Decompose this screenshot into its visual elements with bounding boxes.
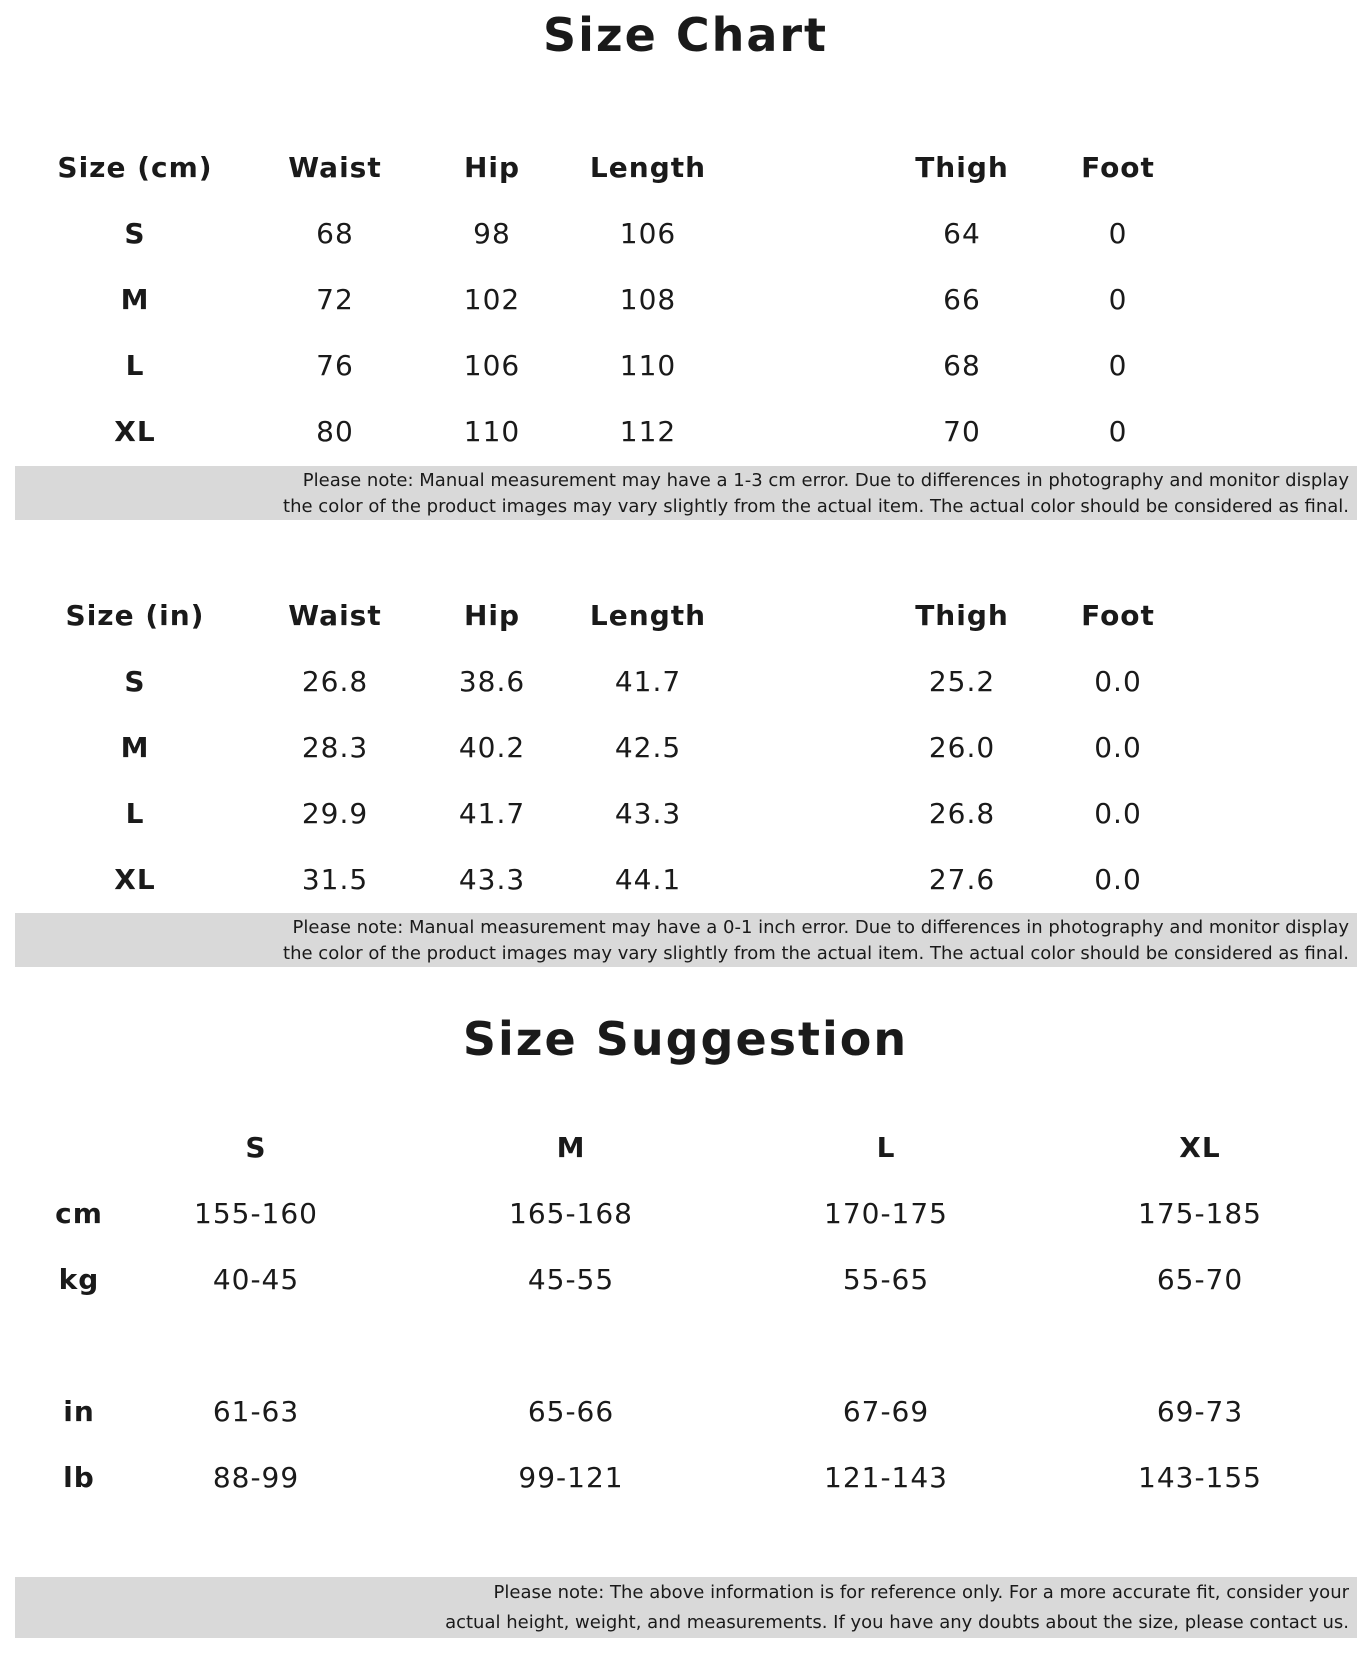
table-cell: 0.0 (1094, 797, 1142, 830)
table-cell: 72 (316, 283, 354, 316)
in-measurement-note (15, 913, 1357, 967)
table-cell: 0 (1108, 349, 1128, 382)
table-cell: 0 (1108, 217, 1128, 250)
size-label: L (125, 349, 145, 382)
table-cell: 68 (316, 217, 354, 250)
unit-label: lb (63, 1461, 95, 1494)
table-cell: 40.2 (458, 731, 526, 764)
suggestion-value: 170-175 (824, 1197, 948, 1230)
suggestion-value: 65-70 (1156, 1263, 1244, 1296)
note-line: actual height, weight, and measurements. If you have any doubts about the size, please contact us. (445, 1612, 1349, 1633)
table-cell: 27.6 (928, 863, 996, 896)
table-cell: 64 (943, 217, 981, 250)
size-label: XL (114, 863, 156, 896)
size-label: M (120, 283, 150, 316)
size-header: L (876, 1131, 896, 1164)
suggestion-value: 45-55 (527, 1263, 615, 1296)
table-cell: 31.5 (301, 863, 369, 896)
table-cell: 29.9 (301, 797, 369, 830)
table-cell: 112 (619, 415, 677, 448)
table-cell: 28.3 (301, 731, 369, 764)
column-header: Size (cm) (57, 151, 213, 184)
table-cell: 106 (463, 349, 521, 382)
suggestion-value: 88-99 (212, 1461, 300, 1494)
column-header: Foot (1081, 151, 1155, 184)
table-cell: 76 (316, 349, 354, 382)
unit-label: cm (55, 1197, 103, 1230)
table-cell: 0.0 (1094, 863, 1142, 896)
note-line: Please note: Manual measurement may have a 0-1 inch error. Due to differences in photography and monitor display (292, 917, 1349, 938)
table-cell: 68 (943, 349, 981, 382)
table-cell: 0 (1108, 415, 1128, 448)
size-label: M (120, 731, 150, 764)
table-cell: 106 (619, 217, 677, 250)
size-label: XL (114, 415, 156, 448)
note-line: Please note: Manual measurement may have a 1-3 cm error. Due to differences in photography and monitor display (302, 470, 1349, 491)
size-header: XL (1179, 1131, 1221, 1164)
suggestion-value: 40-45 (212, 1263, 300, 1296)
suggestion-value: 143-155 (1138, 1461, 1262, 1494)
table-cell: 0.0 (1094, 665, 1142, 698)
suggestion-value: 69-73 (1156, 1395, 1244, 1428)
note-line: the color of the product images may vary slightly from the actual item. The actual color should be considered as final. (283, 943, 1349, 964)
unit-label: kg (58, 1263, 100, 1296)
table-cell: 0 (1108, 283, 1128, 316)
note-line: the color of the product images may vary slightly from the actual item. The actual color should be considered as final. (283, 496, 1349, 517)
size-header: S (245, 1131, 267, 1164)
column-header: Hip (463, 599, 521, 632)
table-cell: 110 (619, 349, 677, 382)
column-header: Hip (463, 151, 521, 184)
suggestion-value: 121-143 (824, 1461, 948, 1494)
size-header: M (556, 1131, 586, 1164)
table-cell: 43.3 (458, 863, 526, 896)
table-cell: 80 (316, 415, 354, 448)
suggestion-value: 67-69 (842, 1395, 930, 1428)
table-cell: 102 (463, 283, 521, 316)
table-cell: 0.0 (1094, 731, 1142, 764)
table-cell: 98 (473, 217, 511, 250)
column-header: Length (589, 599, 707, 632)
suggestion-value: 175-185 (1138, 1197, 1262, 1230)
table-cell: 43.3 (614, 797, 682, 830)
table-cell: 26.8 (928, 797, 996, 830)
suggestion-value: 61-63 (212, 1395, 300, 1428)
suggestion-value: 165-168 (509, 1197, 633, 1230)
table-cell: 70 (943, 415, 981, 448)
size-label: L (125, 797, 145, 830)
size-suggestion-title: Size Suggestion (462, 1012, 909, 1066)
suggestion-note (15, 1577, 1357, 1638)
size-chart-title: Size Chart (542, 8, 829, 62)
column-header: Thigh (915, 151, 1009, 184)
table-cell: 26.8 (301, 665, 369, 698)
suggestion-value: 55-65 (842, 1263, 930, 1296)
table-cell: 41.7 (458, 797, 526, 830)
table-cell: 25.2 (928, 665, 996, 698)
suggestion-value: 65-66 (527, 1395, 615, 1428)
table-cell: 110 (463, 415, 521, 448)
table-cell: 26.0 (928, 731, 996, 764)
column-header: Size (in) (65, 599, 205, 632)
unit-label: in (63, 1395, 95, 1428)
size-label: S (124, 217, 146, 250)
table-cell: 41.7 (614, 665, 682, 698)
table-cell: 42.5 (614, 731, 682, 764)
column-header: Length (589, 151, 707, 184)
suggestion-value: 155-160 (194, 1197, 318, 1230)
column-header: Thigh (915, 599, 1009, 632)
column-header: Waist (288, 151, 382, 184)
note-line: Please note: The above information is for reference only. For a more accurate fit, consider your (493, 1582, 1349, 1603)
column-header: Waist (288, 599, 382, 632)
suggestion-value: 99-121 (518, 1461, 624, 1494)
table-cell: 44.1 (614, 863, 682, 896)
table-cell: 38.6 (458, 665, 526, 698)
cm-measurement-note (15, 466, 1357, 520)
table-cell: 66 (943, 283, 981, 316)
size-label: S (124, 665, 146, 698)
column-header: Foot (1081, 599, 1155, 632)
table-cell: 108 (619, 283, 677, 316)
